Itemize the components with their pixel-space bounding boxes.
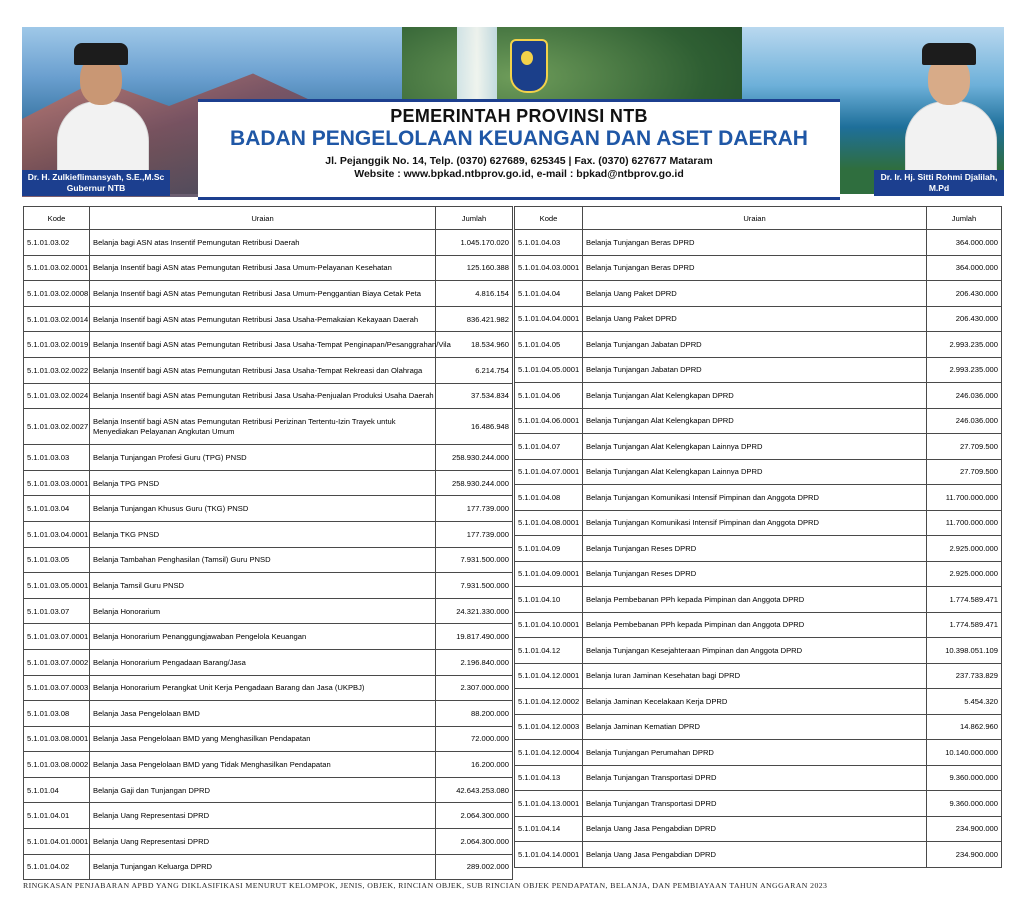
cell-jumlah: 16.486.948	[436, 409, 513, 445]
cell-uraian: Belanja Honorarium	[90, 598, 436, 624]
cell-uraian: Belanja Tunjangan Transportasi DPRD	[583, 765, 927, 791]
cell-jumlah: 14.862.960	[927, 714, 1002, 740]
cell-jumlah: 2.064.300.000	[436, 829, 513, 855]
cell-kode: 5.1.01.03.07.0002	[24, 649, 90, 675]
table-row	[24, 649, 513, 675]
cell-kode: 5.1.01.04.05	[515, 332, 583, 358]
cell-kode: 5.1.01.04.02	[24, 854, 90, 880]
cell-jumlah: 4.816.154	[436, 281, 513, 307]
cell-jumlah: 27.709.500	[927, 459, 1002, 485]
table-row	[515, 638, 1002, 664]
cell-jumlah: 1.774.589.471	[927, 587, 1002, 613]
cell-kode: 5.1.01.04.12	[515, 638, 583, 664]
cell-uraian: Belanja bagi ASN atas Insentif Pemungutan Retribusi Daerah	[90, 230, 436, 256]
cell-kode: 5.1.01.03.02.0014	[24, 306, 90, 332]
table-row	[515, 357, 1002, 383]
cell-uraian: Belanja Insentif bagi ASN atas Pemungutan Retribusi Perizinan Tertentu-Izin Trayek untuk Menyediakan Pelayanan Angkutan Umum	[90, 409, 436, 445]
table-row	[24, 701, 513, 727]
cell-jumlah: 2.993.235.000	[927, 332, 1002, 358]
cell-kode: 5.1.01.04.03	[515, 230, 583, 256]
cell-kode: 5.1.01.03.02.0001	[24, 255, 90, 281]
cell-uraian: Belanja Tunjangan Reses DPRD	[583, 536, 927, 562]
cell-jumlah: 42.643.253.080	[436, 777, 513, 803]
table-row	[24, 803, 513, 829]
table-row	[24, 726, 513, 752]
cell-jumlah: 27.709.500	[927, 434, 1002, 460]
table-row	[515, 230, 1002, 256]
cell-jumlah: 11.700.000.000	[927, 485, 1002, 511]
cell-jumlah: 5.454.320	[927, 689, 1002, 715]
cell-uraian: Belanja Tambahan Penghasilan (Tamsil) Guru PNSD	[90, 547, 436, 573]
cell-uraian: Belanja Tunjangan Beras DPRD	[583, 230, 927, 256]
cell-uraian: Belanja Tunjangan Alat Kelengkapan DPRD	[583, 408, 927, 434]
cell-uraian: Belanja Honorarium Pengadaan Barang/Jasa	[90, 649, 436, 675]
cell-uraian: Belanja Tamsil Guru PNSD	[90, 573, 436, 599]
table-row	[24, 332, 513, 358]
cell-jumlah: 16.200.000	[436, 752, 513, 778]
cell-jumlah: 177.739.000	[436, 521, 513, 547]
cell-uraian: Belanja Jasa Pengelolaan BMD yang Tidak Menghasilkan Pendapatan	[90, 752, 436, 778]
table-row	[24, 521, 513, 547]
vice-governor-title: Wakil Gubernur NTB	[897, 194, 981, 204]
cell-uraian: Belanja Jasa Pengelolaan BMD yang Menghasilkan Pendapatan	[90, 726, 436, 752]
cell-kode: 5.1.01.03.02.0022	[24, 357, 90, 383]
cell-uraian: Belanja Tunjangan Alat Kelengkapan Lainnya DPRD	[583, 459, 927, 485]
document-footer: RINGKASAN PENJABARAN APBD YANG DIKLASIFIKASI MENURUT KELOMPOK, JENIS, OBJEK, RINCIAN OBJEK, SUB RINCIAN OBJEK PENDAPATAN, BELANJA, DAN PEMBIAYAAN TAHUN ANGGARAN 2023	[23, 881, 828, 890]
cell-kode: 5.1.01.03.03.0001	[24, 470, 90, 496]
vice-governor-photo	[900, 37, 1000, 167]
cell-kode: 5.1.01.03.04	[24, 496, 90, 522]
table-row	[24, 829, 513, 855]
cell-jumlah: 37.534.834	[436, 383, 513, 409]
cell-uraian: Belanja Tunjangan Keluarga DPRD	[90, 854, 436, 880]
cell-kode: 5.1.01.04.01	[24, 803, 90, 829]
cell-kode: 5.1.01.04.13	[515, 765, 583, 791]
table-row	[24, 854, 513, 880]
cell-uraian: Belanja Tunjangan Komunikasi Intensif Pimpinan dan Anggota DPRD	[583, 510, 927, 536]
table-row	[24, 777, 513, 803]
cell-jumlah: 206.430.000	[927, 306, 1002, 332]
cell-kode: 5.1.01.03.08.0001	[24, 726, 90, 752]
table-row	[24, 230, 513, 256]
cell-kode: 5.1.01.04.04.0001	[515, 306, 583, 332]
cell-uraian: Belanja Insentif bagi ASN atas Pemungutan Retribusi Jasa Usaha-Penjualan Produksi Usaha Daerah	[90, 383, 436, 409]
cell-jumlah: 2.064.300.000	[436, 803, 513, 829]
cell-uraian: Belanja Gaji dan Tunjangan DPRD	[90, 777, 436, 803]
table-row	[515, 485, 1002, 511]
table-row	[24, 445, 513, 471]
cell-kode: 5.1.01.04.05.0001	[515, 357, 583, 383]
cell-uraian: Belanja Tunjangan Reses DPRD	[583, 561, 927, 587]
table-row	[24, 281, 513, 307]
table-row	[515, 714, 1002, 740]
cell-kode: 5.1.01.03.02.0027	[24, 409, 90, 445]
cell-jumlah: 24.321.330.000	[436, 598, 513, 624]
agency-title: BADAN PENGELOLAAN KEUANGAN DAN ASET DAERAH	[230, 127, 808, 150]
cell-uraian: Belanja Tunjangan Alat Kelengkapan DPRD	[583, 383, 927, 409]
cell-kode: 5.1.01.04.12.0003	[515, 714, 583, 740]
table-row	[515, 459, 1002, 485]
cell-uraian: Belanja Tunjangan Komunikasi Intensif Pimpinan dan Anggota DPRD	[583, 485, 927, 511]
cell-kode: 5.1.01.04.13.0001	[515, 791, 583, 817]
cell-kode: 5.1.01.04.14.0001	[515, 842, 583, 868]
cell-uraian: Belanja Uang Representasi DPRD	[90, 803, 436, 829]
cell-kode: 5.1.01.04.14	[515, 816, 583, 842]
cell-jumlah: 72.000.000	[436, 726, 513, 752]
table-row	[24, 255, 513, 281]
cell-uraian: Belanja TPG PNSD	[90, 470, 436, 496]
cell-uraian: Belanja Jaminan Kecelakaan Kerja DPRD	[583, 689, 927, 715]
cell-kode: 5.1.01.04.07.0001	[515, 459, 583, 485]
table-row	[24, 496, 513, 522]
table-row	[515, 510, 1002, 536]
cell-kode: 5.1.01.03.07	[24, 598, 90, 624]
cell-jumlah: 289.002.000	[436, 854, 513, 880]
cell-kode: 5.1.01.04.09.0001	[515, 561, 583, 587]
table-row	[515, 255, 1002, 281]
cell-uraian: Belanja Jaminan Kematian DPRD	[583, 714, 927, 740]
budget-table-right	[514, 206, 1002, 868]
cell-kode: 5.1.01.04.12.0004	[515, 740, 583, 766]
cell-jumlah: 9.360.000.000	[927, 791, 1002, 817]
table-row	[24, 573, 513, 599]
header-banner	[22, 27, 1004, 204]
cell-uraian: Belanja Tunjangan Transportasi DPRD	[583, 791, 927, 817]
cell-kode: 5.1.01.04.12.0002	[515, 689, 583, 715]
cell-kode: 5.1.01.03.08.0002	[24, 752, 90, 778]
table-row	[515, 561, 1002, 587]
cell-kode: 5.1.01.03.07.0001	[24, 624, 90, 650]
cell-jumlah: 9.360.000.000	[927, 765, 1002, 791]
cell-jumlah: 6.214.754	[436, 357, 513, 383]
table-row	[24, 306, 513, 332]
vice-governor-name: Dr. Ir. Hj. Sitti Rohmi Djalilah, M.Pd	[880, 172, 998, 193]
cell-uraian: Belanja Insentif bagi ASN atas Pemungutan Retribusi Jasa Umum-Pelayanan Kesehatan	[90, 255, 436, 281]
table-row	[515, 791, 1002, 817]
table-row	[515, 408, 1002, 434]
cell-kode: 5.1.01.04.06	[515, 383, 583, 409]
cell-uraian: Belanja Uang Paket DPRD	[583, 281, 927, 307]
cell-uraian: Belanja Honorarium Penanggungjawaban Pengelola Keuangan	[90, 624, 436, 650]
agency-contact: Website : www.bpkad.ntbprov.go.id, e-mail : bpkad@ntbprov.go.id	[354, 168, 684, 180]
cell-jumlah: 18.534.960	[436, 332, 513, 358]
table-row	[24, 357, 513, 383]
cell-jumlah: 836.421.982	[436, 306, 513, 332]
cell-uraian: Belanja Insentif bagi ASN atas Pemungutan Retribusi Jasa Umum-Penggantian Biaya Cetak Peta	[90, 281, 436, 307]
cell-kode: 5.1.01.03.04.0001	[24, 521, 90, 547]
table-row	[515, 383, 1002, 409]
cell-jumlah: 1.045.170.020	[436, 230, 513, 256]
province-emblem-icon	[510, 39, 548, 93]
cell-uraian: Belanja Tunjangan Profesi Guru (TPG) PNSD	[90, 445, 436, 471]
budget-table-left	[23, 206, 513, 880]
cell-uraian: Belanja Pembebanan PPh kepada Pimpinan dan Anggota DPRD	[583, 587, 927, 613]
government-title: PEMERINTAH PROVINSI NTB	[390, 106, 648, 126]
table-row	[24, 383, 513, 409]
cell-kode: 5.1.01.03.07.0003	[24, 675, 90, 701]
header-uraian: Uraian	[90, 207, 436, 230]
cell-jumlah: 206.430.000	[927, 281, 1002, 307]
table-row	[24, 752, 513, 778]
cell-jumlah: 2.307.000.000	[436, 675, 513, 701]
cell-jumlah: 2.925.000.000	[927, 561, 1002, 587]
cell-jumlah: 246.036.000	[927, 408, 1002, 434]
cell-uraian: Belanja Tunjangan Kesejahteraan Pimpinan dan Anggota DPRD	[583, 638, 927, 664]
cell-jumlah: 2.993.235.000	[927, 357, 1002, 383]
cell-kode: 5.1.01.03.02.0008	[24, 281, 90, 307]
table-row	[24, 624, 513, 650]
cell-uraian: Belanja Insentif bagi ASN atas Pemungutan Retribusi Jasa Usaha-Tempat Penginapan/Pesanggrahan/Vila	[90, 332, 436, 358]
agency-address: Jl. Pejanggik No. 14, Telp. (0370) 627689, 625345 | Fax. (0370) 627677 Mataram	[325, 155, 713, 167]
table-row	[515, 536, 1002, 562]
table-row	[515, 612, 1002, 638]
cell-uraian: Belanja Honorarium Perangkat Unit Kerja Pengadaan Barang dan Jasa (UKPBJ)	[90, 675, 436, 701]
cell-jumlah: 177.739.000	[436, 496, 513, 522]
table-row	[515, 842, 1002, 868]
governor-name: Dr. H. Zulkieflimansyah, S.E.,M.Sc	[27, 172, 165, 182]
cell-uraian: Belanja Tunjangan Perumahan DPRD	[583, 740, 927, 766]
cell-kode: 5.1.01.04.08	[515, 485, 583, 511]
table-row	[515, 332, 1002, 358]
cell-uraian: Belanja Tunjangan Alat Kelengkapan Lainnya DPRD	[583, 434, 927, 460]
cell-kode: 5.1.01.04.09	[515, 536, 583, 562]
header-jumlah: Jumlah	[436, 207, 513, 230]
cell-kode: 5.1.01.04.03.0001	[515, 255, 583, 281]
table-row	[515, 663, 1002, 689]
cell-jumlah: 234.900.000	[927, 816, 1002, 842]
vice-governor-nameplate	[874, 170, 1004, 204]
cell-uraian: Belanja Tunjangan Khusus Guru (TKG) PNSD	[90, 496, 436, 522]
cell-uraian: Belanja Tunjangan Beras DPRD	[583, 255, 927, 281]
cell-kode: 5.1.01.03.08	[24, 701, 90, 727]
table-row	[24, 598, 513, 624]
cell-kode: 5.1.01.04.10.0001	[515, 612, 583, 638]
table-row	[515, 689, 1002, 715]
cell-jumlah: 234.900.000	[927, 842, 1002, 868]
cell-kode: 5.1.01.03.02.0024	[24, 383, 90, 409]
cell-jumlah: 2.925.000.000	[927, 536, 1002, 562]
cell-uraian: Belanja Iuran Jaminan Kesehatan bagi DPRD	[583, 663, 927, 689]
governor-photo	[52, 37, 152, 167]
cell-uraian: Belanja Jasa Pengelolaan BMD	[90, 701, 436, 727]
cell-jumlah: 7.931.500.000	[436, 573, 513, 599]
cell-uraian: Belanja Uang Representasi DPRD	[90, 829, 436, 855]
cell-kode: 5.1.01.03.02.0019	[24, 332, 90, 358]
cell-uraian: Belanja Insentif bagi ASN atas Pemungutan Retribusi Jasa Usaha-Pemakaian Kekayaan Daerah	[90, 306, 436, 332]
table-row	[515, 306, 1002, 332]
cell-jumlah: 246.036.000	[927, 383, 1002, 409]
table-row	[24, 409, 513, 445]
table-row	[515, 740, 1002, 766]
cell-uraian: Belanja TKG PNSD	[90, 521, 436, 547]
cell-jumlah: 258.930.244.000	[436, 470, 513, 496]
governor-title: Gubernur NTB	[66, 183, 126, 193]
table-row	[515, 587, 1002, 613]
cell-jumlah: 7.931.500.000	[436, 547, 513, 573]
cell-jumlah: 364.000.000	[927, 230, 1002, 256]
cell-kode: 5.1.01.04.07	[515, 434, 583, 460]
table-row	[515, 281, 1002, 307]
cell-jumlah: 11.700.000.000	[927, 510, 1002, 536]
cell-jumlah: 237.733.829	[927, 663, 1002, 689]
cell-uraian: Belanja Insentif bagi ASN atas Pemungutan Retribusi Jasa Usaha-Tempat Rekreasi dan Olahraga	[90, 357, 436, 383]
table-row	[515, 434, 1002, 460]
cell-jumlah: 364.000.000	[927, 255, 1002, 281]
cell-uraian: Belanja Pembebanan PPh kepada Pimpinan dan Anggota DPRD	[583, 612, 927, 638]
cell-kode: 5.1.01.04.12.0001	[515, 663, 583, 689]
table-row	[24, 675, 513, 701]
cell-kode: 5.1.01.04.08.0001	[515, 510, 583, 536]
header-jumlah: Jumlah	[927, 207, 1002, 230]
cell-kode: 5.1.01.04.01.0001	[24, 829, 90, 855]
cell-uraian: Belanja Tunjangan Jabatan DPRD	[583, 357, 927, 383]
cell-kode: 5.1.01.03.05	[24, 547, 90, 573]
cell-uraian: Belanja Tunjangan Jabatan DPRD	[583, 332, 927, 358]
governor-nameplate	[22, 170, 170, 196]
cell-kode: 5.1.01.04.04	[515, 281, 583, 307]
cell-jumlah: 2.196.840.000	[436, 649, 513, 675]
cell-jumlah: 10.140.000.000	[927, 740, 1002, 766]
table-header-row	[515, 207, 1002, 230]
cell-jumlah: 19.817.490.000	[436, 624, 513, 650]
cell-kode: 5.1.01.04.10	[515, 587, 583, 613]
table-row	[515, 816, 1002, 842]
header-uraian: Uraian	[583, 207, 927, 230]
cell-jumlah: 10.398.051.109	[927, 638, 1002, 664]
cell-jumlah: 125.160.388	[436, 255, 513, 281]
table-header-row	[24, 207, 513, 230]
cell-kode: 5.1.01.04	[24, 777, 90, 803]
cell-kode: 5.1.01.03.05.0001	[24, 573, 90, 599]
cell-jumlah: 258.930.244.000	[436, 445, 513, 471]
header-kode: Kode	[515, 207, 583, 230]
table-row	[24, 547, 513, 573]
cell-kode: 5.1.01.03.02	[24, 230, 90, 256]
cell-jumlah: 88.200.000	[436, 701, 513, 727]
agency-title-box	[198, 99, 840, 200]
cell-kode: 5.1.01.03.03	[24, 445, 90, 471]
cell-uraian: Belanja Uang Jasa Pengabdian DPRD	[583, 816, 927, 842]
table-row	[515, 765, 1002, 791]
cell-uraian: Belanja Uang Paket DPRD	[583, 306, 927, 332]
cell-kode: 5.1.01.04.06.0001	[515, 408, 583, 434]
header-kode: Kode	[24, 207, 90, 230]
table-row	[24, 470, 513, 496]
cell-uraian: Belanja Uang Jasa Pengabdian DPRD	[583, 842, 927, 868]
cell-jumlah: 1.774.589.471	[927, 612, 1002, 638]
